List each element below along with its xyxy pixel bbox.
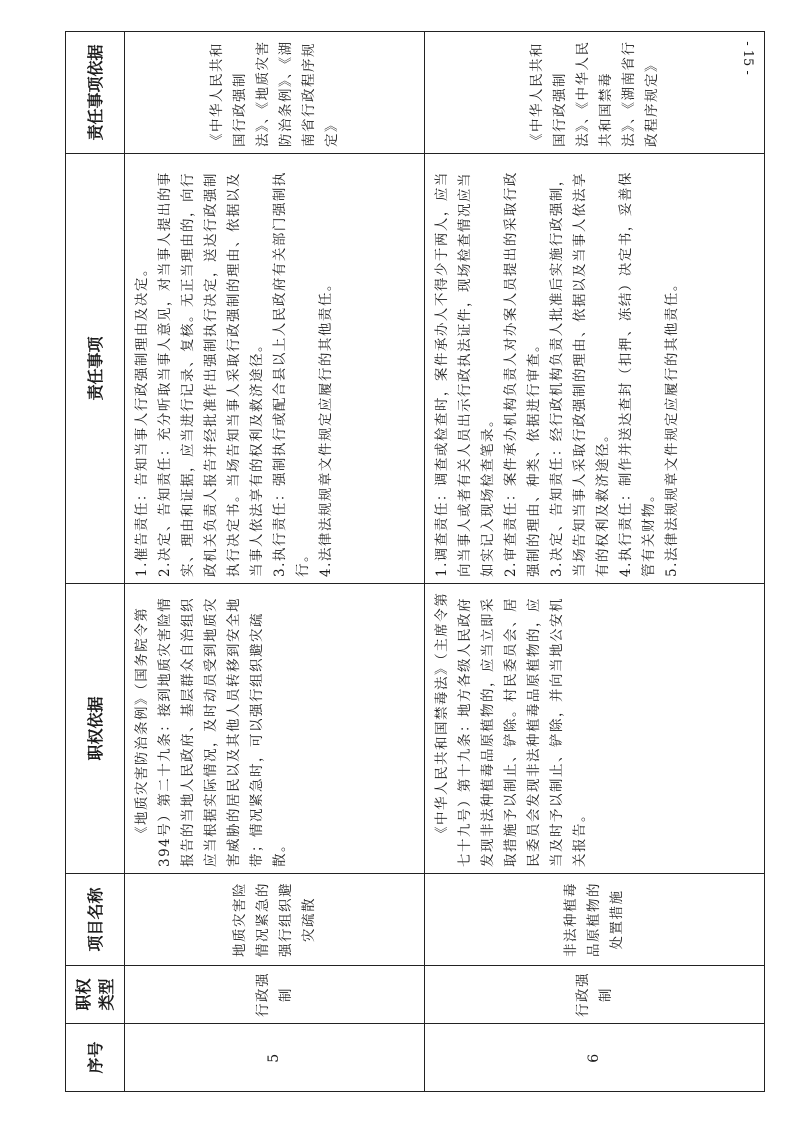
cell-name: 地质灾害险情况紧急的强行组织避灾疏散 [125,874,425,966]
duty-item: 3.决定、告知责任：经行政机构负责人批准后实施行政强制，当场告知当事人采取行政强制的理由、依据以及当事人依法享有的权利及救济途径。 [549,171,611,577]
duty-item: 4.执行责任：制作并送达查封（扣押、冻结）决定书，妥善保管有关财物。 [618,171,657,577]
cell-seq: 5 [125,1024,425,1092]
table-row [125,32,425,1092]
duty-item: 3.执行责任：强制执行或配合县以上人民政府有关部门强制执行。 [272,171,311,577]
cell-seq: 6 [425,1024,765,1092]
duty-item: 2.决定、告知责任：充分听取当事人意见，对当事人提出的事实、理由和证据，应当进行记录、复核。无正当理由的，向行政机关负责人报告并经批准作出强制执行决定，送达行政强制执行决定书。当场告知当事人采取行政强制的理由、依据以及当事人依法享有的权利及救济途径。 [157,171,265,577]
duty-item: 1.调查责任：调查或检查时，案件承办人不得少于两人，应当向当事人或者有关人员出示行政执法证件，现场检查情况应当如实记入现场检查笔录。 [434,171,496,577]
cell-name: 非法种植毒品原植物的处置措施 [425,874,765,966]
header-seq: 序号 [66,1024,125,1092]
duty-item: 4.法律法规规章文件规定应履行的其他责任。 [318,276,334,577]
header-category: 职权类型 [66,966,125,1024]
cell-basis: 《地质灾害防治条例》（国务院令第394号）第二十九条：接到地质灾害险情报告的当地人民政府、基层群众自治组织应当根据实际情况，及时动员受到地质灾害威胁的居民以及其他人员转移到安全地带；情况紧急时，可以强行组织避灾疏散。 [125,584,425,874]
duty-item: 5.法律法规规章文件规定应履行的其他责任。 [664,276,680,577]
duty-item: 1.催告责任：告知当事人行政强制理由及决定。 [134,261,150,577]
cell-category: 行政强制 [125,966,425,1024]
cell-basis: 《中华人民共和国禁毒法》（主席令第七十九号）第十九条：地方各级人民政府发现非法种植毒品原植物的，应当立即采取措施予以制止、铲除。村民委员会、居民委员会发现非法种植毒品原植物的，应当及时予以制止、铲除，并向当地公安机关报告。 [425,584,765,874]
cell-duties [425,154,765,584]
header-name: 项目名称 [66,874,125,966]
page-number: - 15 - [740,41,756,75]
header-row [66,32,125,1092]
header-basis: 职权依据 [66,584,125,874]
cell-duties [125,154,425,584]
cell-duty-basis: 《中华人民共和国行政强制法》、《中华人民共和国禁毒法》、《湖南省行政程序规定》 [425,32,765,154]
cell-duty-basis: 《中华人民共和国行政强制法》、《地质灾害防治条例》、《湖南省行政程序规定》 [125,32,425,154]
cell-category: 行政强制 [425,966,765,1024]
responsibility-table [65,31,765,1092]
table-row [425,32,765,1092]
duty-item: 2.审查责任：案件承办机构负责人对办案人员提出的采取行政强制的理由、种类、依据进行审查。 [503,171,542,577]
header-duty-basis: 责任事项依据 [66,32,125,154]
header-duties: 责任事项 [66,154,125,584]
rotated-table-container [65,32,762,1092]
